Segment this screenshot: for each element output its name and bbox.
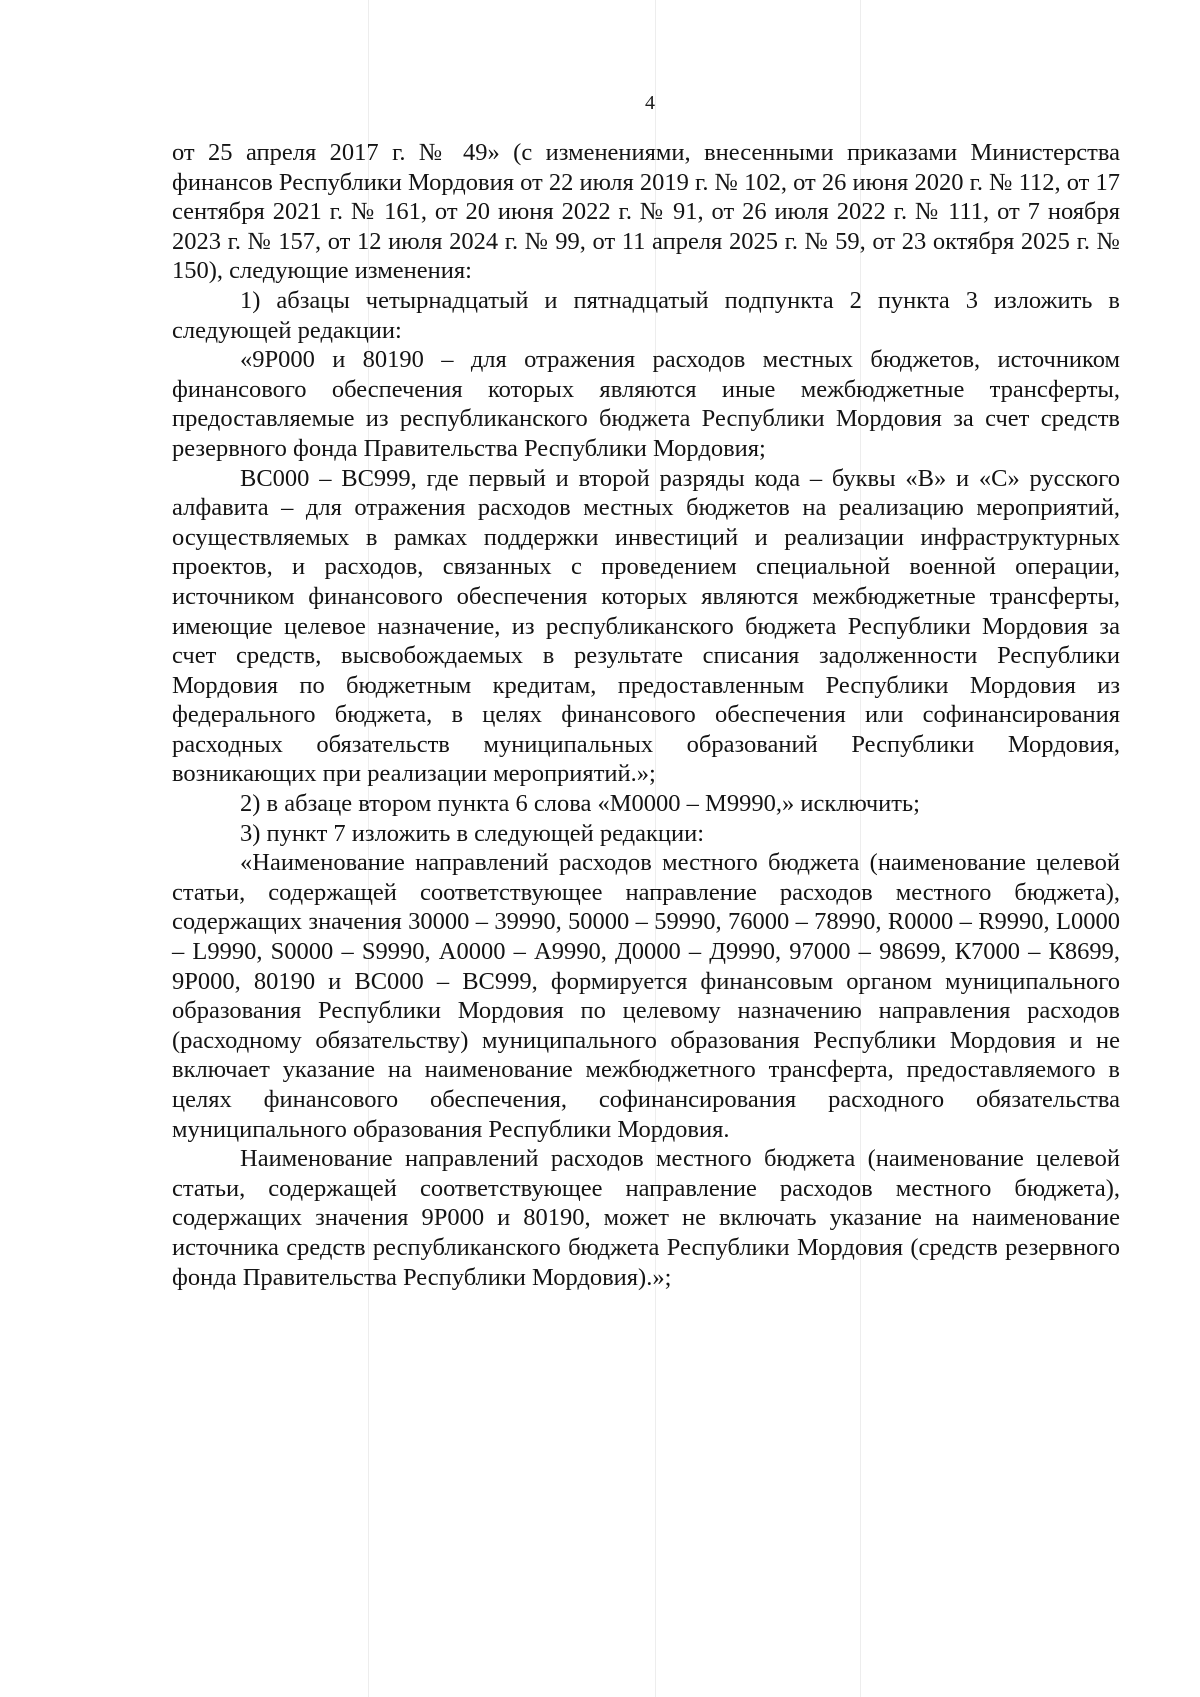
document-body [172,138,1120,1292]
paragraph-item-3: 3) пункт 7 изложить в следующей редакции: [240,819,705,847]
paragraph-item-2: 2) в абзаце втором пункта 6 слова «М0000 – М9990,» исключить; [240,790,920,818]
paragraph-quote-9p000: «9Р000 и 80190 – для отражения расходов местных бюджетов, источником финансового обеспечения которых являются иные межбюджетные трансферты, предоставляемые из республиканского бюджета Республики Мордовия за счет средств резервного фонда Правительства Республики Мордовия; [172,346,1120,462]
page-number: 4 [645,92,655,114]
paragraph-continuation: от 25 апреля 2017 г. № 49» (с изменениями, внесенными приказами Министерства финансов Республики Мордовия от 22 июля 2019 г. № 102, от 26 июня 2020 г. № 112, от 17 сентября 2021 г. № 161, от 20 июня 2022 г. № 91, от 26 июля 2022 г. № 111, от 7 ноября 2023 г. № 157, от 12 июля 2024 г. № 99, от 11 апреля 2025 г. № 59, от 23 октября 2025 г. № 150), следующие изменения: [172,139,1120,285]
paragraph-item-1: 1) абзацы четырнадцатый и пятнадцатый подпункта 2 пункта 3 изложить в следующей редакции: [172,286,1120,344]
paragraph-quote-naming-9p000: Наименование направлений расходов местного бюджета (наименование целевой статьи, содержащей соответствующее направление расходов местного бюджета), содержащих значения 9Р000 и 80190, может не включать указание на наименование источника средств республиканского бюджета Республики Мордовия (средств резервного фонда Правительства Республики Мордовия).»; [172,1145,1120,1291]
paragraph-quote-bc000: ВС000 – ВС999, где первый и второй разряды кода – буквы «В» и «С» русского алфавита – для отражения расходов местных бюджетов на реализацию мероприятий, осуществляемых в рамках поддержки инвестиций и реализации инфраструктурных проектов, и расходов, связанных с проведением специальной военной операции, источником финансового обеспечения которых являются межбюджетные трансферты, имеющие целевое назначение, из республиканского бюджета Республики Мордовия за счет средств, высвобождаемых в результате списания задолженности Республики Мордовия по бюджетным кредитам, предоставленным Республики Мордовия из федерального бюджета, в целях финансового обеспечения или софинансирования расходных обязательств муниципальных образований Республики Мордовия, возникающих при реализации мероприятий.»; [172,464,1120,788]
paragraph-quote-naming: «Наименование направлений расходов местного бюджета (наименование целевой статьи, содержащей соответствующее направление расходов местного бюджета), содержащих значения 30000 – 39990, 50000 – 59990, 76000 – 78990, R0000 – R9990, L0000 – L9990, S0000 – S9990, А0000 – А9990, Д0000 – Д9990, 97000 – 98699, К7000 – К8699, 9Р000, 80190 и ВС000 – ВС999, формируется финансовым органом муниципального образования Республики Мордовия по целевому назначению направления расходов (расходному обязательству) муниципального образования Республики Мордовия и не включает указание на наименование межбюджетного трансферта, предоставляемого в целях финансового обеспечения, софинансирования расходного обязательства муниципального образования Республики Мордовия. [172,849,1120,1143]
